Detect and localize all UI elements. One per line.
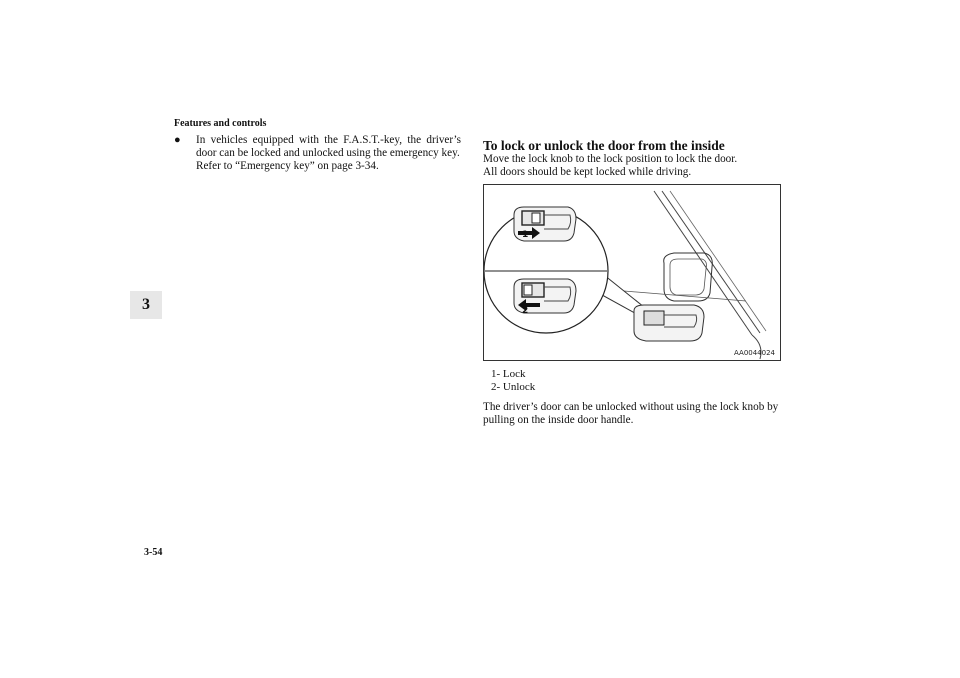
chapter-tab: 3 [130, 291, 162, 319]
right-column [483, 138, 781, 427]
running-header: Features and controls [174, 118, 267, 129]
door-lock-drawing [484, 185, 780, 360]
figure-legend [483, 368, 781, 394]
door-lock-illustration [483, 184, 781, 361]
page-number: 3-54 [144, 547, 163, 558]
figure-id: AA0044024 [734, 349, 775, 357]
left-column [174, 134, 461, 172]
bullet-text-line1: In vehicles equipped with the F.A.S.T.-key, the driver’s door can be locked and unlocked using the emergency key. [196, 134, 461, 159]
bullet-text [196, 134, 461, 172]
callout-2: 2 [522, 306, 529, 316]
legend-item-lock: 1- Lock [491, 368, 526, 380]
note-paragraph: The driver’s door can be unlocked without using the lock knob by pulling on the inside door handle. [483, 401, 779, 426]
bullet-icon: ● [174, 134, 181, 146]
legend-item-unlock: 2- Unlock [491, 381, 536, 393]
section-title: To lock or unlock the door from the inside [483, 138, 725, 153]
bullet-item [174, 134, 461, 172]
intro-line-2: All doors should be kept locked while driving. [483, 165, 692, 178]
bullet-text-line2: Refer to “Emergency key” on page 3-34. [196, 159, 379, 172]
callout-1: 1 [522, 230, 529, 240]
intro-line-1: Move the lock knob to the lock position to lock the door. [483, 153, 738, 165]
